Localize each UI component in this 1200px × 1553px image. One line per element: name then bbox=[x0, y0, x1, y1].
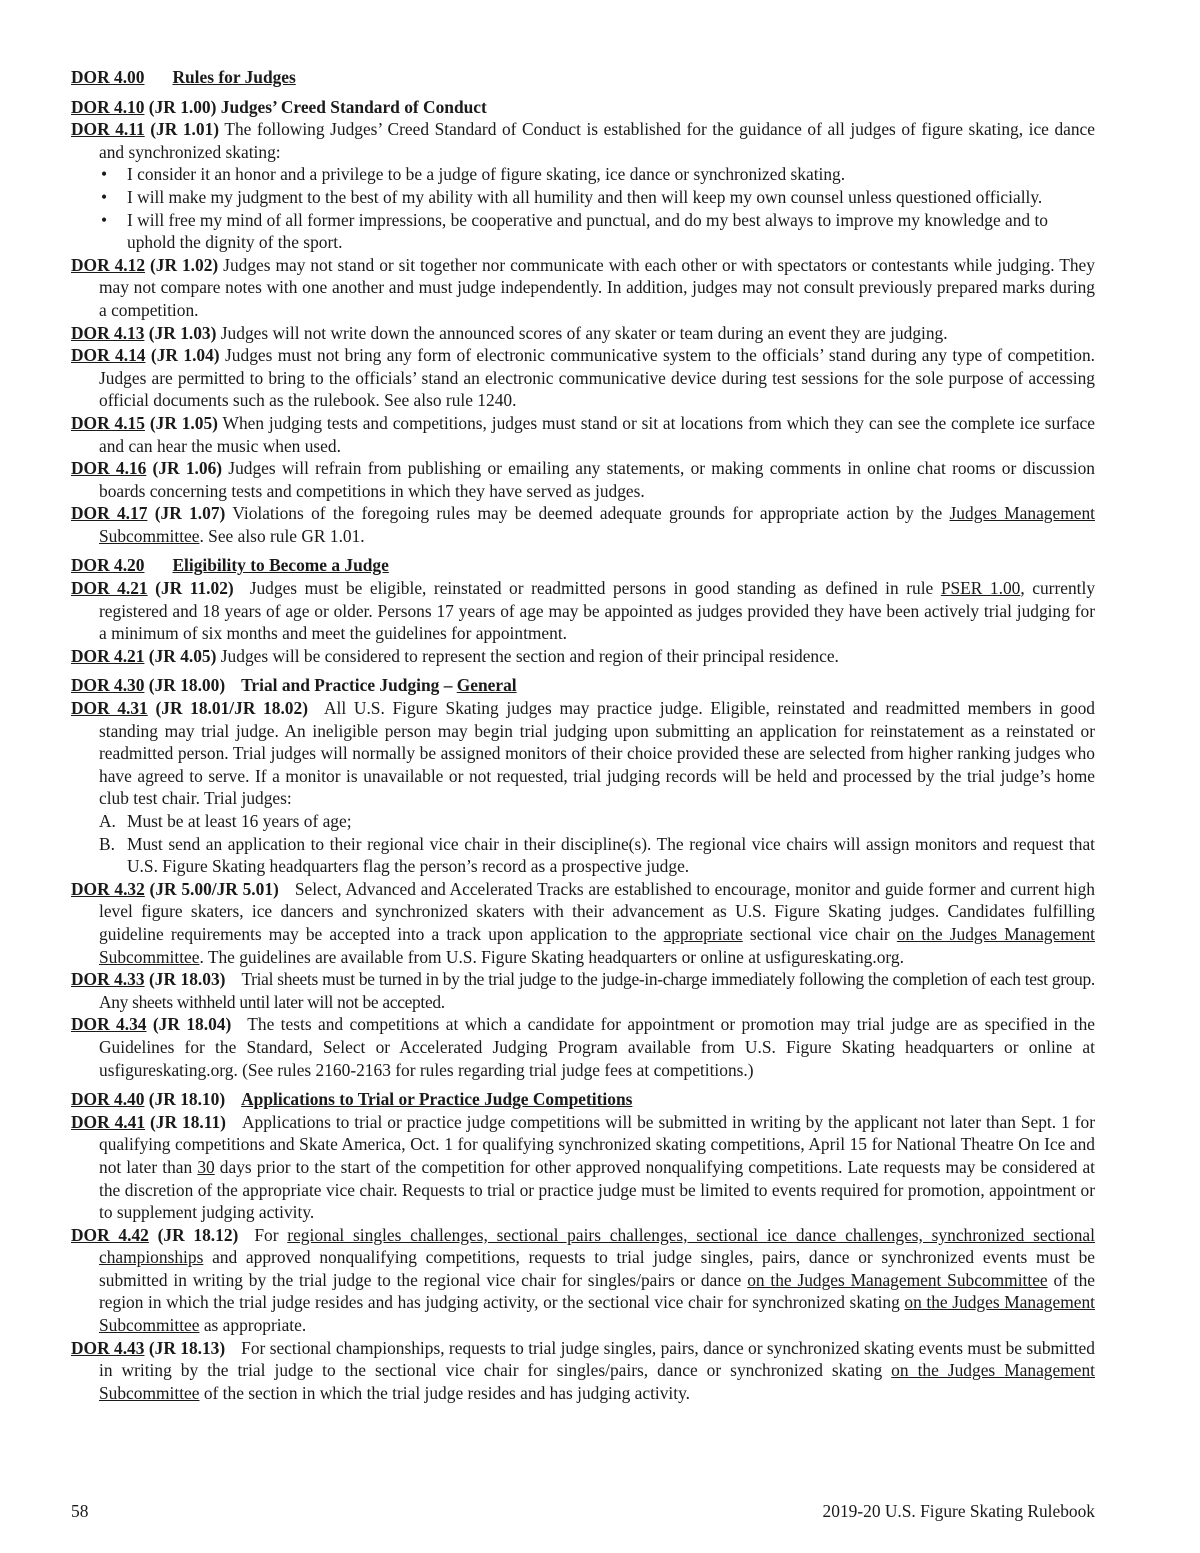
list-marker: A. bbox=[99, 811, 116, 831]
rule-text: . See also rule GR 1.01. bbox=[199, 525, 365, 546]
rule-text: Judges may not stand or sit together nor communicate with each other or with spectators or contestants while judging. They may not compare notes with one another and must judge independently. In addition, judges may not consult previously prepared marks during a competition. bbox=[99, 254, 1095, 320]
section-title: Rules for Judges bbox=[172, 67, 296, 87]
rule-text: of the section in which the trial judge resides and has judging activity. bbox=[203, 1382, 691, 1403]
section-ref: (JR 18.00) bbox=[148, 675, 226, 696]
rule-ref: (JR 5.00/JR 5.01) bbox=[149, 878, 279, 899]
rule-text: Judges must be eligible, reinstated or readmitted persons in good standing as defined in rule bbox=[249, 578, 934, 599]
bullet-mark: • bbox=[101, 164, 108, 185]
underlined-reference: Judges Management Subcommittee bbox=[99, 503, 1095, 546]
underlined-reference: PSER 1.00 bbox=[940, 578, 1021, 599]
rule-text: Select, Advanced and Accelerated Tracks are established to encourage, monitor and guide former and current high level figure skaters, ice dancers and synchronized skaters with their advancement as U.S. Figure Skating judges. Candidates fulfilling guideline requirements may be accepted into a track upon application to the bbox=[99, 878, 1095, 944]
page-body bbox=[71, 66, 1095, 1404]
section-title: Applications to Trial or Practice Judge Competitions bbox=[241, 1089, 633, 1110]
rule-4-15 bbox=[71, 412, 1095, 457]
page-number: 58 bbox=[71, 1501, 89, 1521]
section-number: DOR 4.30 bbox=[71, 675, 145, 696]
rule-4-17 bbox=[71, 502, 1095, 547]
rule-4-21-residence bbox=[71, 645, 1095, 668]
section-number: DOR 4.00 bbox=[71, 67, 145, 87]
rule-number: DOR 4.21 bbox=[71, 645, 145, 666]
rule-ref: (JR 1.01) bbox=[150, 119, 220, 140]
trial-judge-requirements-list bbox=[71, 810, 1095, 878]
rule-text: and approved nonqualifying competitions, requests to trial judge singles, pairs, dance or synchronized events must be submitted in writing by the trial judge to the regional vice chair for singles/pairs or dance bbox=[99, 1247, 1095, 1290]
rule-number: DOR 4.14 bbox=[71, 345, 146, 366]
rule-text: Judges must not bring any form of electronic communicative system to the officials’ stand during any type of competition. Judges are permitted to bring to the officials’ stand an electronic communicative device during test sessions for the sole purpose of accessing official documents such as the rulebook. See also rule 1240. bbox=[99, 345, 1095, 411]
rule-4-14 bbox=[71, 344, 1095, 412]
rule-number: DOR 4.16 bbox=[71, 458, 147, 479]
section-ref: (JR 18.10) bbox=[148, 1089, 226, 1110]
rule-ref: (JR 11.02) bbox=[155, 578, 234, 599]
list-item: • I will free my mind of all former impressions, be cooperative and punctual, and do my best always to improve my knowledge and to uphold the dignity of the sport. bbox=[101, 209, 1048, 253]
underlined-reference: on the Judges Management Subcommittee bbox=[99, 923, 1095, 967]
rule-text: Trial sheets must be turned in by the trial judge to the judge-in-charge immediately following the completion of each test group. Any sheets withheld until later will not be accepted. bbox=[99, 969, 1095, 1012]
rule-number: DOR 4.33 bbox=[71, 969, 145, 990]
rule-number: DOR 4.43 bbox=[71, 1337, 145, 1358]
rule-text: The tests and competitions at which a candidate for appointment or promotion may trial judge are as specified in the Guidelines for the Standard, Select or Accelerated Judging Program available from U.S. Figure Skating headquarters or online at usfigureskating.org. (See rules 2160-2163 for rules regarding trial judge fees at competitions.) bbox=[99, 1014, 1095, 1080]
rule-4-42 bbox=[71, 1224, 1095, 1337]
rule-4-21-eligibility bbox=[71, 577, 1095, 645]
rule-4-32 bbox=[71, 878, 1095, 968]
rule-text: All U.S. Figure Skating judges may practice judge. Eligible, reinstated and readmitted members in good standing may trial judge. An ineligible person may begin trial judging upon submitting an application for reinstatement as a reinstated or readmitted person. Trial judges will normally be assigned monitors of their choice provided these are selected from higher ranking judges who have agreed to serve. If a monitor is unavailable or not requested, trial judging records will be held and processed by the trial judge’s home club test chair. Trial judges: bbox=[99, 698, 1095, 809]
rule-4-41 bbox=[71, 1111, 1095, 1224]
rule-ref: (JR 18.03) bbox=[149, 969, 226, 990]
rule-text: sectional vice chair bbox=[749, 923, 890, 944]
book-title: 2019-20 U.S. Figure Skating Rulebook bbox=[822, 1501, 1095, 1521]
rule-number: DOR 4.34 bbox=[71, 1014, 147, 1035]
rule-number: DOR 4.17 bbox=[71, 503, 148, 524]
rule-ref: (JR 1.06) bbox=[152, 458, 223, 479]
rule-4-12 bbox=[71, 254, 1095, 322]
rule-number: DOR 4.31 bbox=[71, 698, 148, 719]
rule-ref: (JR 18.11) bbox=[150, 1111, 226, 1132]
rule-text: Judges will refrain from publishing or emailing any statements, or making comments in online chat rooms or discussion boards concerning tests and competitions in which they have served as judges. bbox=[99, 458, 1095, 501]
bullet-mark: • bbox=[101, 209, 108, 230]
rule-text: of the region in which the trial judge resides and has judging activity, or the sectional vice chair for synchronized skating bbox=[99, 1269, 1095, 1313]
section-title: Trial and Practice Judging – bbox=[241, 675, 453, 696]
rule-text: . The guidelines are available from U.S. Figure Skating headquarters or online at usfigureskating.org. bbox=[199, 946, 904, 967]
section-heading-4-00 bbox=[71, 66, 1095, 89]
underlined-reference: regional singles challenges, sectional pairs challenges, sectional ice dance challenges, synchronized sectional championships bbox=[99, 1224, 1095, 1268]
list-item: B. Must send an application to their regional vice chair in their discipline(s). The regional vice chairs will assign monitors and request that U.S. Figure Skating headquarters flag the person’s record as a prospective judge. bbox=[99, 833, 1095, 877]
rule-text: , currently registered and 18 years of age or older. Persons 17 years of age may be appointed as judges provided they have been actively trial judging for a minimum of six months and meet the guidelines for appointment. bbox=[99, 578, 1096, 644]
rule-number: DOR 4.13 bbox=[71, 322, 145, 343]
underlined-reference: on the Judges Management Subcommittee bbox=[99, 1360, 1095, 1403]
rule-text: Violations of the foregoing rules may be deemed adequate grounds for appropriate action by the bbox=[232, 503, 943, 524]
creed-bullet-list bbox=[71, 163, 1095, 253]
list-marker: B. bbox=[99, 833, 115, 854]
rule-ref: (JR 1.02) bbox=[149, 254, 219, 275]
rule-text: Applications to trial or practice judge competitions will be submitted in writing by the applicant not later than Sept. 1 for qualifying competitions and Skate America, Oct. 1 for qualifying synchronized skating competitions, April 15 for National Theatre On Ice and not later than bbox=[99, 1111, 1095, 1177]
rule-ref: (JR 1.04) bbox=[150, 345, 220, 366]
rule-number: DOR 4.42 bbox=[71, 1224, 149, 1245]
rule-text: For bbox=[254, 1224, 279, 1245]
rule-number: DOR 4.21 bbox=[71, 578, 148, 599]
rule-text: days prior to the start of the competition for other approved nonqualifying competitions. Late requests may be considered at the discretion of the appropriate vice chair. Requests to trial or practice judge must be limited to events required for promotion, appointment or to supplement judging activity. bbox=[99, 1156, 1095, 1223]
rule-ref: (JR 1.07) bbox=[154, 503, 226, 524]
rule-ref: (JR 4.05) bbox=[148, 645, 217, 666]
rule-text: as appropriate. bbox=[203, 1315, 307, 1336]
rule-text: When judging tests and competitions, judges must stand or sit at locations from which they can see the complete ice surface and can hear the music when used. bbox=[99, 412, 1095, 456]
section-heading-4-20 bbox=[71, 554, 1095, 577]
rule-4-31 bbox=[71, 697, 1095, 810]
underlined-reference: on the Judges Management Subcommittee bbox=[747, 1269, 1048, 1290]
rule-number: DOR 4.32 bbox=[71, 878, 145, 899]
rule-text: Judges will not write down the announced scores of any skater or team during an event they are judging. bbox=[220, 322, 948, 343]
rule-number: DOR 4.41 bbox=[71, 1111, 146, 1132]
rule-number: DOR 4.11 bbox=[71, 119, 145, 140]
section-number: DOR 4.20 bbox=[71, 555, 145, 576]
rule-4-11 bbox=[71, 118, 1095, 163]
rule-4-13 bbox=[71, 322, 1095, 345]
section-title-underlined: General bbox=[456, 675, 517, 696]
list-item: • I will make my judgment to the best of my ability with all humility and then will keep my own counsel unless questioned officially. bbox=[101, 186, 1043, 207]
section-ref: (JR 1.00) bbox=[148, 96, 217, 117]
section-heading-4-10 bbox=[71, 96, 1095, 119]
rule-ref: (JR 18.04) bbox=[152, 1014, 232, 1035]
section-heading-4-30 bbox=[71, 674, 1095, 697]
rule-text: Judges will be considered to represent the section and region of their principal residence. bbox=[220, 645, 839, 666]
rule-ref: (JR 18.12) bbox=[157, 1224, 239, 1245]
underlined-reference: on the Judges Management Subcommittee bbox=[99, 1292, 1095, 1336]
section-number: DOR 4.10 bbox=[71, 96, 145, 117]
rule-ref: (JR 1.05) bbox=[149, 412, 218, 433]
bullet-mark: • bbox=[101, 186, 108, 207]
rule-ref: (JR 18.13) bbox=[148, 1337, 226, 1358]
rule-4-16 bbox=[71, 457, 1095, 502]
rule-text: For sectional championships, requests to trial judge singles, pairs, dance or synchronized skating events must be submitted in writing by the trial judge to the sectional vice chair for singles/pairs, dance or synchronized skating bbox=[99, 1337, 1095, 1381]
rule-4-43 bbox=[71, 1337, 1095, 1405]
section-title: Judges’ Creed Standard of Conduct bbox=[220, 96, 487, 117]
page-footer bbox=[71, 1500, 1095, 1524]
rule-4-33 bbox=[71, 968, 1095, 1013]
rule-number: DOR 4.15 bbox=[71, 412, 145, 433]
underlined-reference: 30 bbox=[197, 1156, 215, 1177]
section-number: DOR 4.40 bbox=[71, 1089, 145, 1110]
section-title: Eligibility to Become a Judge bbox=[172, 555, 389, 576]
list-item: • I consider it an honor and a privilege to be a judge of figure skating, ice dance or synchronized skating. bbox=[101, 164, 846, 185]
rule-text: The following Judges’ Creed Standard of Conduct is established for the guidance of all judges of figure skating, ice dance and synchronized skating: bbox=[99, 119, 1095, 162]
list-item: A. Must be at least 16 years of age; bbox=[99, 811, 352, 831]
section-heading-4-40 bbox=[71, 1088, 1095, 1111]
rule-number: DOR 4.12 bbox=[71, 254, 146, 275]
rule-ref: (JR 18.01/JR 18.02) bbox=[155, 698, 308, 719]
rule-ref: (JR 1.03) bbox=[148, 322, 217, 343]
rule-4-34 bbox=[71, 1013, 1095, 1081]
underlined-reference: appropriate bbox=[663, 923, 743, 944]
